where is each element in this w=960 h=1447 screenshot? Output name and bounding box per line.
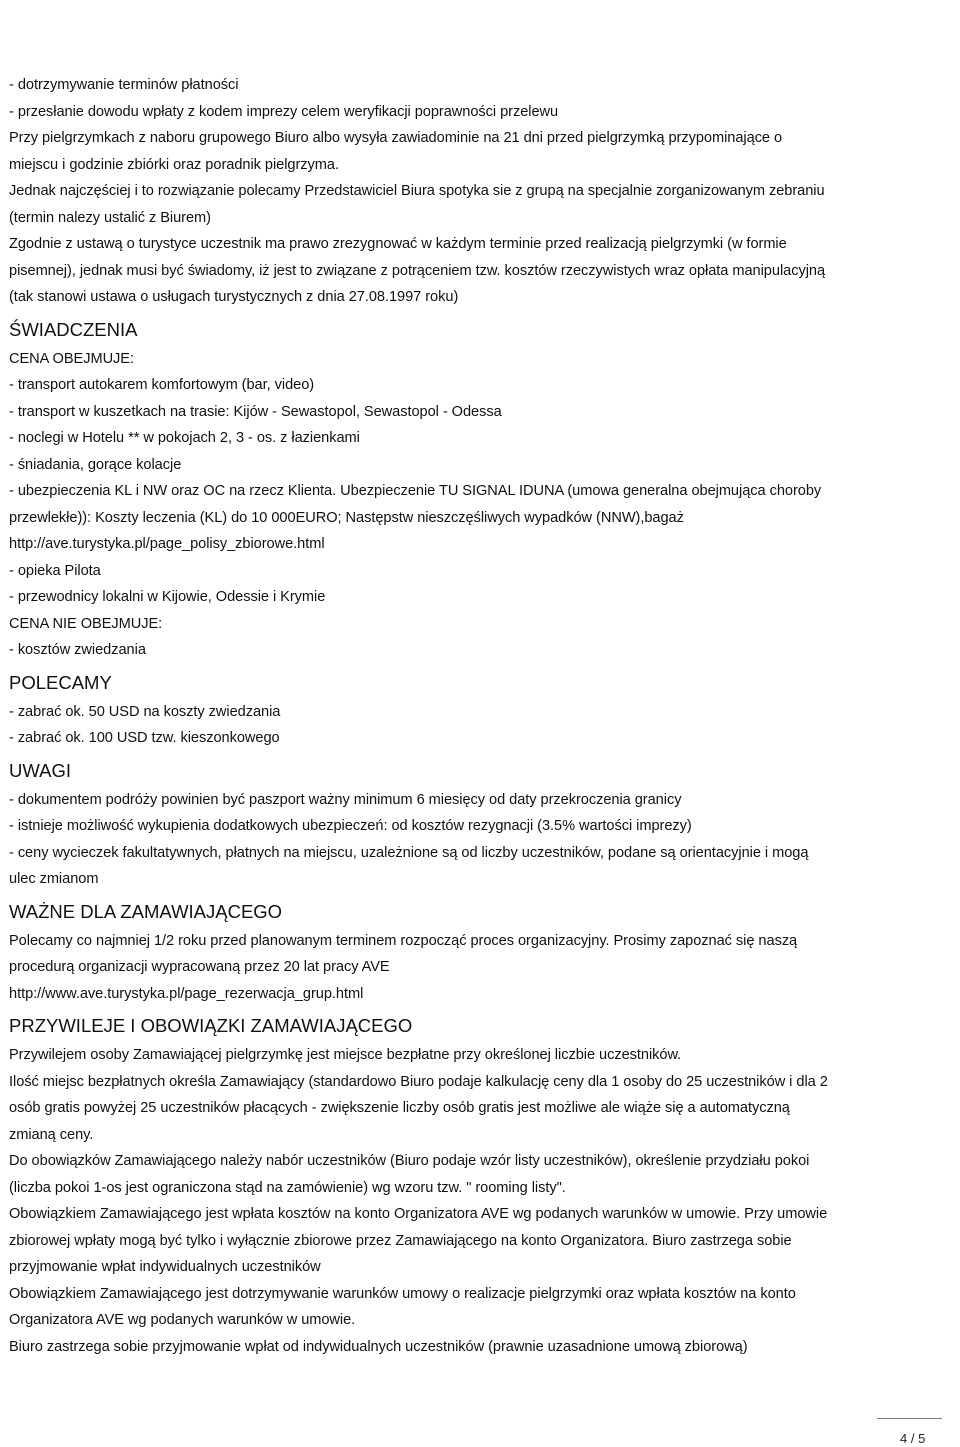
text-line: Do obowiązków Zamawiającego należy nabór uczestników (Biuro podaje wzór listy uczestników), określenie przydziału pokoi bbox=[9, 1153, 810, 1169]
przywileje-list bbox=[9, 1042, 959, 1360]
text-line: ulec zmianom bbox=[9, 871, 99, 887]
text-line: Jednak najczęściej i to rozwiązanie polecamy Przedstawiciel Biura spotyka sie z grupą na specjalnie zorganizowanym zebraniu bbox=[9, 183, 825, 199]
text-line[interactable]: http://ave.turystyka.pl/page_polisy_zbiorowe.html bbox=[9, 536, 325, 552]
text-line: - przesłanie dowodu wpłaty z kodem imprezy celem weryfikacji poprawności przelewu bbox=[9, 103, 559, 120]
footer-divider bbox=[877, 1418, 942, 1419]
text-line: - zabrać ok. 50 USD na koszty zwiedzania bbox=[9, 703, 281, 720]
text-line: - dotrzymywanie terminów płatności bbox=[9, 77, 239, 93]
text-line: CENA OBEJMUJE: bbox=[9, 350, 134, 367]
swiadczenia-list bbox=[9, 346, 959, 664]
polecamy-list bbox=[9, 699, 959, 752]
text-line: Polecamy co najmniej 1/2 roku przed planowanym terminem rozpocząć proces organizacyjny. Prosimy zapoznać się naszą bbox=[9, 932, 798, 949]
text-line: zmianą ceny. bbox=[9, 1126, 94, 1143]
text-line: Ilość miejsc bezpłatnych określa Zamawiający (standardowo Biuro podaje kalkulację ceny dla 1 osoby do 25 uczestników i dla 2 bbox=[9, 1073, 828, 1090]
text-line: (liczba pokoi 1-os jest ograniczona stąd na zamówienie) wg wzoru tzw. " rooming listy". bbox=[9, 1179, 566, 1196]
section-heading-uwagi: UWAGI bbox=[9, 759, 72, 781]
section-heading-swiadczenia: ŚWIADCZENIA bbox=[9, 318, 138, 340]
text-line: (termin nalezy ustalić z Biurem) bbox=[9, 209, 211, 226]
text-line: - opieka Pilota bbox=[9, 562, 101, 579]
text-line: - transport autokarem komfortowym (bar, video) bbox=[9, 377, 315, 393]
section-heading-przywileje: PRZYWILEJE I OBOWIĄZKI ZAMAWIAJĄCEGO bbox=[9, 1015, 413, 1036]
text-line: Przywilejem osoby Zamawiającej pielgrzymkę jest miejsce bezpłatne przy określonej liczbie uczestników. bbox=[9, 1047, 682, 1063]
uwagi-list bbox=[9, 787, 959, 893]
text-line: - przewodnicy lokalni w Kijowie, Odessie i Krymie bbox=[9, 589, 326, 605]
intro-text bbox=[9, 72, 959, 311]
text-line: Obowiązkiem Zamawiającego jest dotrzymywanie warunków umowy o realizacje pielgrzymki oraz wpłata kosztów na konto bbox=[9, 1285, 796, 1302]
text-line: osób gratis powyżej 25 uczestników płacących - zwiększenie liczby osób gratis jest możliwe ale wiąże się a automatyczną bbox=[9, 1100, 790, 1116]
text-line: CENA NIE OBEJMUJE: bbox=[9, 615, 163, 632]
section-heading-wazne: WAŻNE DLA ZAMAWIAJĄCEGO bbox=[9, 900, 283, 922]
text-line: przyjmowanie wpłat indywidualnych uczestników bbox=[9, 1259, 321, 1275]
text-line: przewlekłe)): Koszty leczenia (KL) do 10 000EURO; Następstw nieszczęśliwych wypadków (NNW),bagaż bbox=[9, 509, 684, 526]
text-line: miejscu i godzinie zbiórki oraz poradnik pielgrzyma. bbox=[9, 156, 339, 173]
text-line: - kosztów zwiedzania bbox=[9, 642, 146, 658]
text-line: - zabrać ok. 100 USD tzw. kieszonkowego bbox=[9, 730, 280, 746]
text-line: Biuro zastrzega sobie przyjmowanie wpłat od indywidualnych uczestników (prawnie uzasadnione umową zbiorową) bbox=[9, 1338, 748, 1355]
text-line: - dokumentem podróży powinien być paszport ważny minimum 6 miesięcy od daty przekroczenia granicy bbox=[9, 791, 682, 808]
text-line: - istnieje możliwość wykupienia dodatkowych ubezpieczeń: od kosztów rezygnacji (3.5% wartości imprezy) bbox=[9, 818, 692, 834]
page-number: 4 / 5 bbox=[900, 1431, 926, 1446]
text-line: procedurą organizacji wypracowaną przez 20 lat pracy AVE bbox=[9, 959, 390, 975]
section-heading-polecamy: POLECAMY bbox=[9, 671, 112, 693]
text-line: Obowiązkiem Zamawiającego jest wpłata kosztów na konto Organizatora AVE wg podanych warunków w umowie. Przy umowie bbox=[9, 1206, 828, 1222]
text-line: zbiorowej wpłaty mogą być tylko i wyłącznie zbiorowe przez Zamawiającego na konto Organizatora. Biuro zastrzega sobie bbox=[9, 1232, 792, 1249]
text-line: Zgodnie z ustawą o turystyce uczestnik ma prawo zrezygnować w każdym terminie przed realizacją pielgrzymki (w formie bbox=[9, 236, 787, 252]
text-line: - transport w kuszetkach na trasie: Kijów - Sewastopol, Sewastopol - Odessa bbox=[9, 403, 502, 420]
text-line: Organizatora AVE wg podanych warunków w umowie. bbox=[9, 1312, 356, 1328]
text-line: Przy pielgrzymkach z naboru grupowego Biuro albo wysyła zawiadominie na 21 dni przed pielgrzymką przypominające o bbox=[9, 130, 783, 146]
document-page bbox=[9, 72, 959, 1360]
text-line: - śniadania, gorące kolacje bbox=[9, 456, 182, 473]
text-line: - noclegi w Hotelu ** w pokojach 2, 3 - os. z łazienkami bbox=[9, 430, 360, 446]
text-line: pisemnej), jednak musi być świadomy, iż jest to związane z potrąceniem tzw. kosztów rzeczywistych wraz opłata manipulacyjną bbox=[9, 262, 826, 279]
text-line: (tak stanowi ustawa o usługach turystycznych z dnia 27.08.1997 roku) bbox=[9, 289, 459, 305]
text-line[interactable]: http://www.ave.turystyka.pl/page_rezerwacja_grup.html bbox=[9, 985, 364, 1002]
text-line: - ubezpieczenia KL i NW oraz OC na rzecz Klienta. Ubezpieczenie TU SIGNAL IDUNA (umowa generalna obejmująca choroby bbox=[9, 483, 822, 499]
wazne-list bbox=[9, 928, 959, 1008]
text-line: - ceny wycieczek fakultatywnych, płatnych na miejscu, uzależnione są od liczby uczestników, podane są orientacyjnie i mogą bbox=[9, 844, 809, 861]
